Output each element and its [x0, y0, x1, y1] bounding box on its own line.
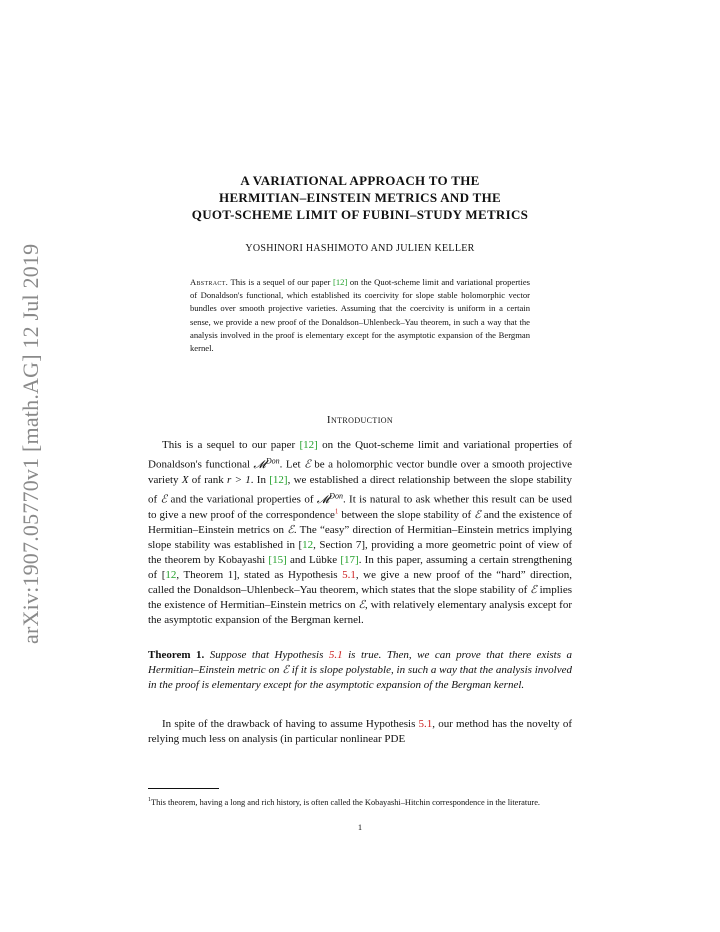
intro-text: . In this paper, assuming a certain strengthening of [	[148, 553, 573, 582]
section-heading-introduction: Introduction	[326, 414, 394, 426]
theorem-text: is true. Then, we can prove that there exists a Hermitian–Einstein metric on	[148, 649, 572, 677]
footnote	[148, 794, 572, 809]
math-symbol: ℰ	[160, 493, 168, 506]
citation-link[interactable]: [12]	[299, 439, 318, 451]
math-symbol	[316, 490, 343, 506]
abstract-label: Abstract.	[190, 277, 229, 287]
math-symbol: ℰ	[474, 508, 481, 521]
math-symbol-base: 𝓜	[316, 493, 330, 506]
intro-text: , Section 7], providing a more geometric point of view of the theorem by Kobayashi	[148, 538, 572, 566]
intro-text: be a holomorphic vector bundle over a smooth projective variety	[148, 458, 572, 486]
math-symbol: X	[181, 473, 189, 486]
math-symbol: ℰ	[282, 664, 289, 677]
intro-text: and the existence of Hermitian–Einstein metrics on	[148, 508, 573, 536]
title-line-1: A VARIATIONAL APPROACH TO THE	[240, 173, 480, 188]
footnote-text: This theorem, having a long and rich history, is often called the Kobayashi–Hitchin correspondence in the literature.	[151, 797, 541, 807]
intro-text: , we give a new proof of the “hard” direction, called the Donaldson–Uhlenbeck–Yau theorem, which states that the slope stability of	[148, 569, 572, 597]
theorem-text: Suppose that Hypothesis	[204, 649, 329, 661]
intro-text: . It is natural to ask whether this result can be used to give a new proof of the correspondence	[148, 493, 572, 521]
math-symbol: ℰ	[358, 599, 366, 612]
footnote-divider	[148, 788, 219, 789]
intro-text: and Lübke	[286, 553, 341, 566]
intro-text: implies the existence of Hermitian–Einstein metrics on	[148, 584, 573, 612]
abstract-text-2: on the Quot-scheme limit and variational properties of Donaldson's functional, which established its coercivity for slope stable holomorphic vector bundles over smooth projective varieties. Assuming that the coercivity is uniform in a certain sense, we provide a new proof of the Donaldson–Uhlenbeck–Yau theorem, in such a way that the analysis involved in the proof is elementary except for the asymptotic expansion of the Bergman kernel.	[190, 277, 530, 354]
math-symbol: ℰ	[530, 584, 537, 597]
intro-text: . The “easy” direction of Hermitian–Einstein metrics implying slope stability was established in [	[148, 523, 572, 551]
paragraph-text: In spite of the drawback of having to assume Hypothesis	[162, 718, 419, 730]
intro-text: between the slope stability of	[338, 508, 475, 521]
arxiv-identifier-stamp: arXiv:1907.05770v1 [math.AG] 12 Jul 2019	[18, 243, 43, 644]
intro-text: , with relatively elementary analysis except for the asymptotic expansion of the Bergman kernel.	[148, 599, 572, 627]
intro-paragraph	[148, 438, 572, 628]
paper-title	[148, 172, 572, 223]
footnote-marker-link[interactable]: 1	[334, 507, 339, 516]
citation-link[interactable]: 12	[165, 569, 177, 582]
hypothesis-reference-link[interactable]: 5.1	[328, 649, 343, 661]
author-line: YOSHINORI HASHIMOTO AND JULIEN KELLER	[245, 243, 475, 254]
theorem-1-block	[148, 648, 572, 693]
citation-link[interactable]: [17]	[340, 553, 359, 566]
intro-text: and the variational properties of	[167, 493, 317, 506]
intro-text: of rank	[188, 473, 228, 486]
citation-link[interactable]: [15]	[268, 553, 287, 566]
citation-link[interactable]: [12]	[269, 473, 288, 486]
math-symbol: ℰ	[304, 458, 311, 471]
intro-text: , Theorem 1], stated as Hypothesis	[176, 569, 343, 582]
math-expression: r > 1	[227, 473, 251, 486]
second-paragraph	[148, 717, 572, 747]
intro-text: . In	[250, 473, 270, 486]
theorem-text: if it is slope polystable, in such a way that the analysis involved in the proof is elementary except for the asymptotic expansion of the Bergman kernel.	[148, 664, 572, 692]
paragraph-text: , our method has the novelty of relying much less on analysis (in particular nonlinear PDE	[148, 718, 572, 746]
citation-link[interactable]: 12	[302, 538, 314, 551]
intro-text: This is a sequel to our paper	[162, 439, 300, 451]
title-line-2: HERMITIAN–EINSTEIN METRICS AND THE	[219, 190, 501, 205]
math-superscript: Don	[265, 456, 280, 466]
intro-text: on the Quot-scheme limit and variational properties of Donaldson's functional	[148, 439, 573, 471]
math-superscript: Don	[329, 490, 343, 500]
math-symbol	[253, 456, 280, 471]
abstract-citation-link[interactable]: [12]	[332, 277, 348, 287]
math-symbol-base: 𝓜	[253, 458, 266, 471]
intro-text: , we established a direct relationship between the slope stability of	[148, 473, 572, 506]
title-line-3: QUOT-SCHEME LIMIT OF FUBINI–STUDY METRICS	[191, 207, 529, 222]
page-number: 1	[357, 822, 363, 832]
math-symbol: ℰ	[287, 523, 294, 536]
intro-text: . Let	[279, 458, 305, 471]
abstract-block	[190, 276, 530, 355]
footnote-number: 1	[148, 797, 151, 803]
hypothesis-reference-link[interactable]: 5.1	[418, 718, 433, 730]
theorem-label: Theorem 1.	[148, 649, 205, 661]
abstract-text-1: This is a sequel of our paper	[228, 277, 333, 287]
hypothesis-reference-link[interactable]: 5.1	[342, 569, 356, 582]
